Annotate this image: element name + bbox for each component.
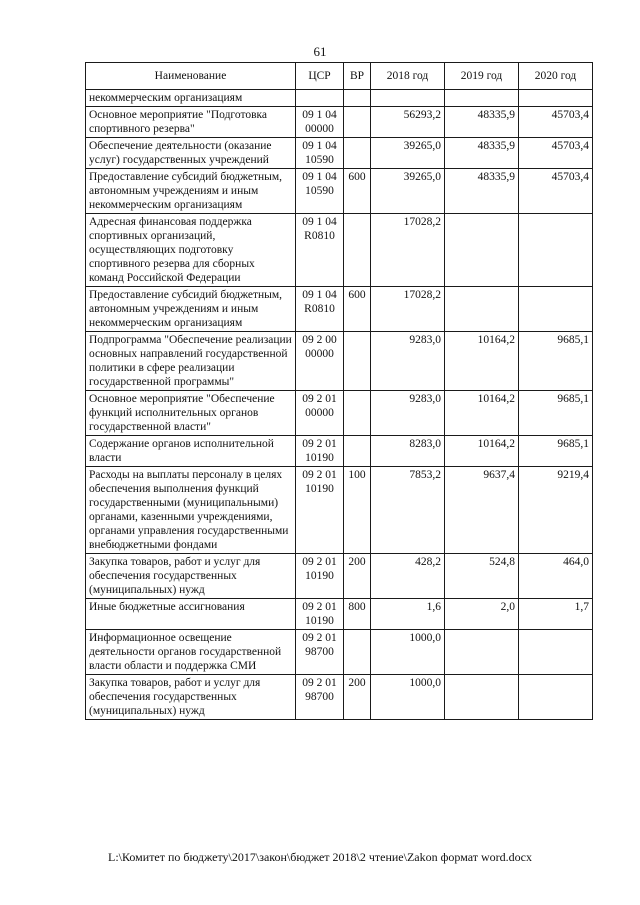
table-row xyxy=(86,169,593,214)
cell-csr: 09 2 00 00000 xyxy=(296,332,344,391)
cell-2020 xyxy=(519,287,593,332)
cell-2019 xyxy=(445,214,519,287)
header-2020: 2020 год xyxy=(519,63,593,90)
cell-vr xyxy=(344,630,371,675)
cell-vr xyxy=(344,391,371,436)
table-header-row xyxy=(86,63,593,90)
cell-vr: 600 xyxy=(344,169,371,214)
header-2019: 2019 год xyxy=(445,63,519,90)
cell-csr: 09 2 01 98700 xyxy=(296,630,344,675)
table-row xyxy=(86,107,593,138)
cell-vr: 100 xyxy=(344,467,371,554)
cell-name: некоммерческим организациям xyxy=(86,90,296,107)
cell-name: Содержание органов исполнительной власти xyxy=(86,436,296,467)
cell-2020: 45703,4 xyxy=(519,138,593,169)
cell-2019: 10164,2 xyxy=(445,391,519,436)
cell-2020: 464,0 xyxy=(519,554,593,599)
cell-2018 xyxy=(371,90,445,107)
cell-2019: 48335,9 xyxy=(445,169,519,214)
cell-name: Основное мероприятие "Обеспечение функций исполнительных органов государственной власти" xyxy=(86,391,296,436)
header-2018: 2018 год xyxy=(371,63,445,90)
cell-2018: 39265,0 xyxy=(371,169,445,214)
cell-2020: 9685,1 xyxy=(519,391,593,436)
cell-2019: 10164,2 xyxy=(445,436,519,467)
table-row xyxy=(86,554,593,599)
cell-vr: 200 xyxy=(344,675,371,720)
cell-2020 xyxy=(519,675,593,720)
cell-2019 xyxy=(445,630,519,675)
cell-2019: 10164,2 xyxy=(445,332,519,391)
cell-2018: 1000,0 xyxy=(371,630,445,675)
cell-vr xyxy=(344,214,371,287)
cell-vr xyxy=(344,138,371,169)
cell-2019 xyxy=(445,90,519,107)
cell-2018: 17028,2 xyxy=(371,214,445,287)
table-row xyxy=(86,599,593,630)
table-row xyxy=(86,391,593,436)
cell-2018: 428,2 xyxy=(371,554,445,599)
table-row xyxy=(86,436,593,467)
cell-csr xyxy=(296,90,344,107)
cell-csr: 09 1 04 10590 xyxy=(296,138,344,169)
header-csr: ЦСР xyxy=(296,63,344,90)
cell-2020: 9685,1 xyxy=(519,436,593,467)
cell-name: Закупка товаров, работ и услуг для обеспечения государственных (муниципальных) нужд xyxy=(86,675,296,720)
cell-vr: 600 xyxy=(344,287,371,332)
table-row xyxy=(86,467,593,554)
cell-name: Расходы на выплаты персоналу в целях обеспечения выполнения функций государственными (муниципальными) органами, казенными учреждениями, органами управления государственными внебюджетными фондами xyxy=(86,467,296,554)
cell-2020: 9685,1 xyxy=(519,332,593,391)
cell-vr xyxy=(344,90,371,107)
cell-vr xyxy=(344,332,371,391)
table-row xyxy=(86,90,593,107)
cell-name: Иные бюджетные ассигнования xyxy=(86,599,296,630)
cell-csr: 09 2 01 10190 xyxy=(296,599,344,630)
cell-2018: 17028,2 xyxy=(371,287,445,332)
cell-2020: 9219,4 xyxy=(519,467,593,554)
table-row xyxy=(86,287,593,332)
cell-2020 xyxy=(519,214,593,287)
cell-csr: 09 2 01 98700 xyxy=(296,675,344,720)
cell-2018: 39265,0 xyxy=(371,138,445,169)
cell-2019: 524,8 xyxy=(445,554,519,599)
cell-vr: 200 xyxy=(344,554,371,599)
table-row xyxy=(86,332,593,391)
cell-2020: 1,7 xyxy=(519,599,593,630)
budget-table xyxy=(85,62,593,720)
cell-2018: 56293,2 xyxy=(371,107,445,138)
table-row xyxy=(86,138,593,169)
cell-name: Предоставление субсидий бюджетным, автономным учреждениям и иным некоммерческим организациям xyxy=(86,169,296,214)
cell-name: Обеспечение деятельности (оказание услуг) государственных учреждений xyxy=(86,138,296,169)
cell-2018: 1000,0 xyxy=(371,675,445,720)
table-row xyxy=(86,630,593,675)
cell-2018: 7853,2 xyxy=(371,467,445,554)
cell-csr: 09 1 04 10590 xyxy=(296,169,344,214)
cell-csr: 09 1 04 R0810 xyxy=(296,214,344,287)
cell-2019: 2,0 xyxy=(445,599,519,630)
cell-csr: 09 2 01 10190 xyxy=(296,436,344,467)
cell-vr xyxy=(344,107,371,138)
cell-name: Адресная финансовая поддержка спортивных организаций, осуществляющих подготовку спортивного резерва для сборных команд Российской Федерации xyxy=(86,214,296,287)
cell-vr: 800 xyxy=(344,599,371,630)
header-name: Наименование xyxy=(86,63,296,90)
cell-name: Закупка товаров, работ и услуг для обеспечения государственных (муниципальных) нужд xyxy=(86,554,296,599)
footer-file-path: L:\Комитет по бюджету\2017\закон\бюджет 2018\2 чтение\Zakon формат word.docx xyxy=(108,850,532,864)
cell-csr: 09 2 01 10190 xyxy=(296,467,344,554)
cell-2020: 45703,4 xyxy=(519,107,593,138)
cell-csr: 09 1 04 R0810 xyxy=(296,287,344,332)
cell-2019: 48335,9 xyxy=(445,138,519,169)
cell-2019: 9637,4 xyxy=(445,467,519,554)
table-row xyxy=(86,675,593,720)
cell-2020: 45703,4 xyxy=(519,169,593,214)
header-vr: ВР xyxy=(344,63,371,90)
cell-2019: 48335,9 xyxy=(445,107,519,138)
cell-csr: 09 1 04 00000 xyxy=(296,107,344,138)
cell-name: Информационное освещение деятельности органов государственной власти области и поддержка СМИ xyxy=(86,630,296,675)
cell-csr: 09 2 01 00000 xyxy=(296,391,344,436)
cell-name: Подпрограмма "Обеспечение реализации основных направлений государственной политики в сфере реализации государственной программы" xyxy=(86,332,296,391)
cell-2018: 9283,0 xyxy=(371,391,445,436)
cell-2018: 8283,0 xyxy=(371,436,445,467)
cell-2019 xyxy=(445,287,519,332)
cell-2019 xyxy=(445,675,519,720)
cell-csr: 09 2 01 10190 xyxy=(296,554,344,599)
cell-2018: 9283,0 xyxy=(371,332,445,391)
cell-2018: 1,6 xyxy=(371,599,445,630)
cell-2020 xyxy=(519,90,593,107)
cell-vr xyxy=(344,436,371,467)
cell-name: Основное мероприятие "Подготовка спортивного резерва" xyxy=(86,107,296,138)
cell-name: Предоставление субсидий бюджетным, автономным учреждениям и иным некоммерческим организациям xyxy=(86,287,296,332)
table-row xyxy=(86,214,593,287)
cell-2020 xyxy=(519,630,593,675)
page-number: 61 xyxy=(313,44,327,59)
